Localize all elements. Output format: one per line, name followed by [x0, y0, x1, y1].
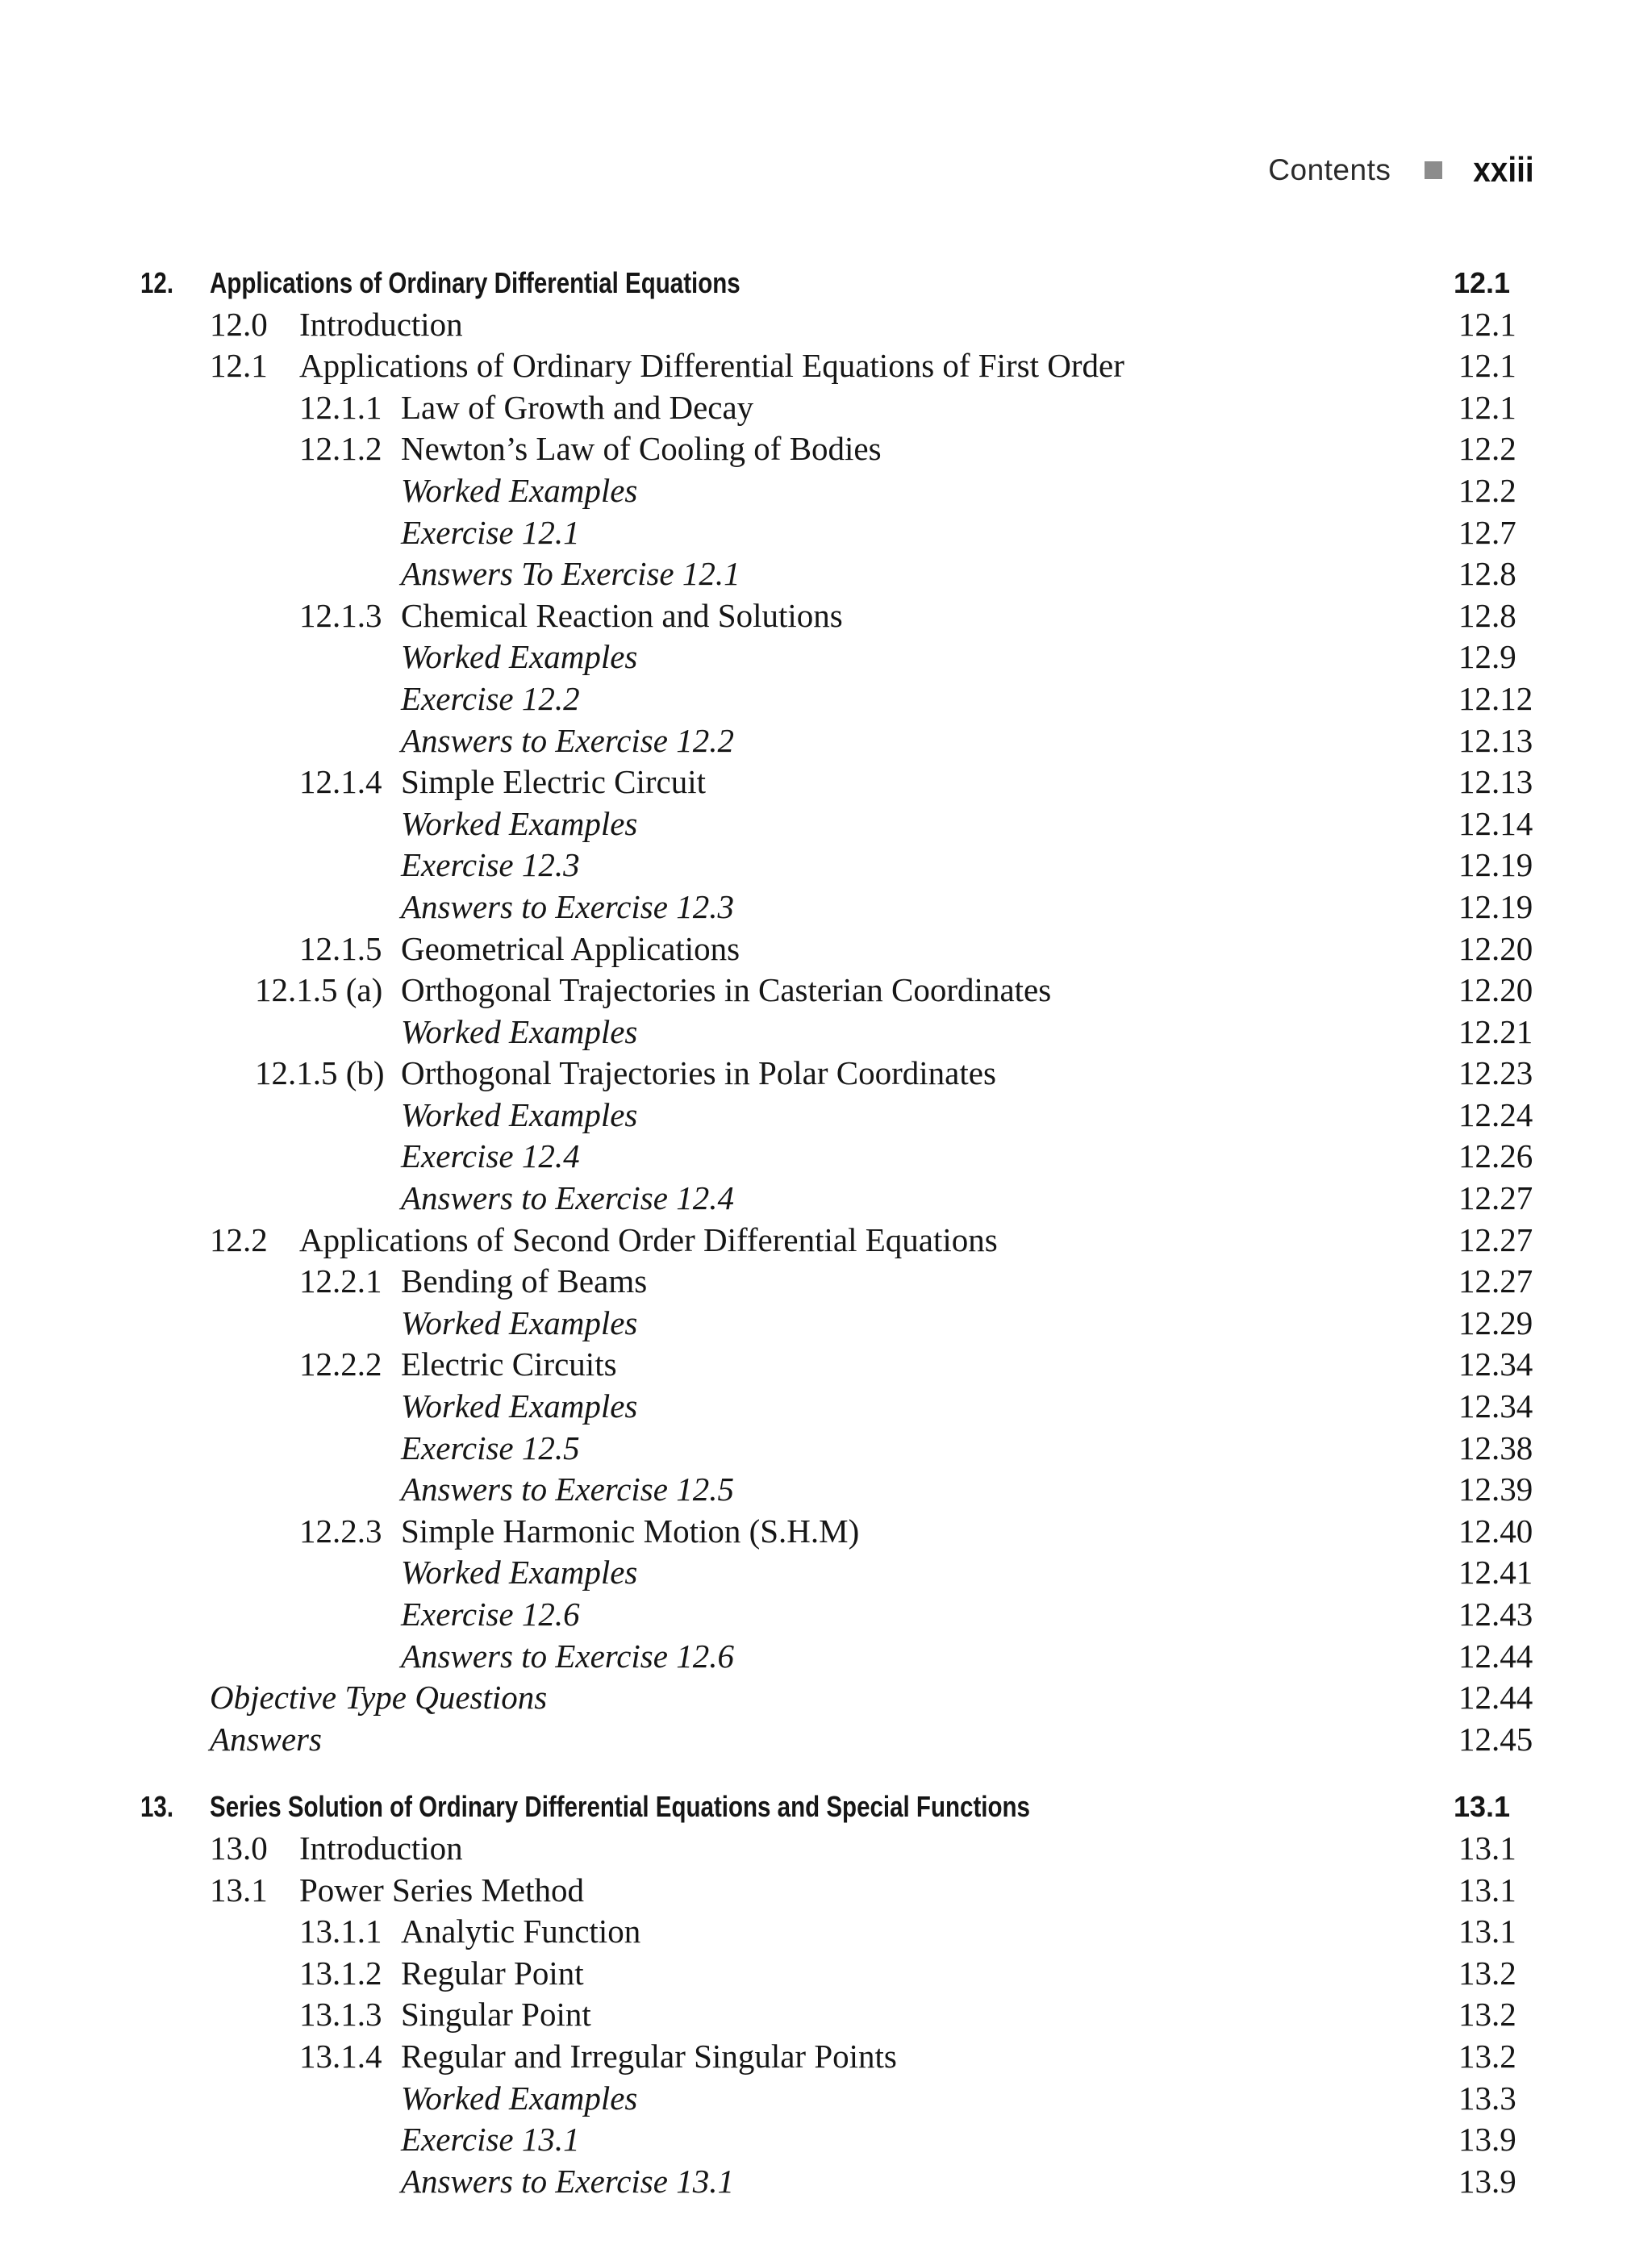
entry-title: Newton’s Law of Cooling of Bodies: [401, 430, 882, 468]
entry-page: 13.2: [1458, 1954, 1516, 1992]
entry-title: Introduction: [299, 305, 463, 343]
entry-number: 12.1.4: [299, 763, 382, 801]
entry-title: Answers to Exercise 12.3: [401, 887, 734, 925]
entry-page: 13.1: [1458, 1829, 1516, 1867]
entry-page: 12.41: [1458, 1554, 1533, 1592]
entry-page: 12.43: [1458, 1596, 1533, 1633]
toc-entry-12-1-5-b[interactable]: [0, 1053, 1652, 1095]
entry-page: 12.44: [1458, 1679, 1533, 1717]
chapter-page: 13.1: [1454, 1790, 1511, 1824]
toc-entry-answers[interactable]: [0, 2161, 1652, 2203]
entry-page: 12.38: [1458, 1429, 1533, 1466]
toc-entry-exercise[interactable]: [0, 1594, 1652, 1636]
entry-number: 13.1.2: [299, 1954, 382, 1992]
entry-page: 12.14: [1458, 804, 1533, 842]
entry-title: Worked Examples: [401, 1554, 638, 1592]
entry-page: 12.27: [1458, 1262, 1533, 1300]
entry-number: 12.2.1: [299, 1262, 382, 1300]
entry-page: 12.34: [1458, 1387, 1533, 1425]
toc-entry-13-1-2[interactable]: [0, 1953, 1652, 1995]
toc-entry-12-1-4[interactable]: [0, 761, 1652, 803]
entry-title: Exercise 12.6: [401, 1596, 580, 1633]
entry-title: Applications of Second Order Differential Equations: [299, 1220, 998, 1258]
entry-title: Power Series Method: [299, 1871, 585, 1909]
entry-title: Worked Examples: [401, 638, 638, 676]
toc-entry-13-1-3[interactable]: [0, 1994, 1652, 2036]
entry-page: 13.9: [1458, 2121, 1516, 2159]
entry-page: 12.20: [1458, 929, 1533, 967]
entry-title: Applications of Ordinary Differential Equations of First Order: [299, 347, 1124, 385]
toc-entry-13-1[interactable]: [0, 1870, 1652, 1912]
entry-title: Answers: [210, 1720, 322, 1758]
toc-entry-13-0[interactable]: [0, 1828, 1652, 1870]
toc-entry-12-1-2[interactable]: [0, 428, 1652, 470]
entry-title: Electric Circuits: [401, 1345, 617, 1383]
entry-title: Answers to Exercise 12.2: [401, 721, 734, 759]
toc-entry-12-2-3[interactable]: [0, 1511, 1652, 1553]
entry-page: 12.19: [1458, 846, 1533, 884]
toc-entry-worked-examples[interactable]: [0, 1386, 1652, 1428]
entry-title: Answers To Exercise 12.1: [401, 555, 740, 593]
toc-entry-12-1-1[interactable]: [0, 387, 1652, 429]
running-head: [1268, 150, 1534, 190]
chapter-spacer: [0, 1760, 1652, 1786]
toc-entry-exercise[interactable]: [0, 845, 1652, 887]
entry-page: 12.34: [1458, 1345, 1533, 1383]
entry-number: 12.0: [210, 305, 268, 343]
entry-number: 12.2: [210, 1220, 268, 1258]
chapter-heading-13[interactable]: [0, 1786, 1652, 1828]
entry-number: 13.1.3: [299, 1996, 382, 2034]
entry-title: Exercise 13.1: [401, 2121, 580, 2159]
chapter-number: 13.: [140, 1790, 174, 1824]
entry-page: 12.7: [1458, 513, 1516, 551]
toc-entry-12-1[interactable]: [0, 345, 1652, 387]
entry-page: 12.8: [1458, 596, 1516, 634]
entry-page: 12.27: [1458, 1179, 1533, 1217]
toc-entry-answers[interactable]: [0, 1469, 1652, 1511]
toc-entry-exercise[interactable]: [0, 512, 1652, 554]
entry-title: Exercise 12.1: [401, 513, 580, 551]
toc-entry-answers[interactable]: [0, 553, 1652, 595]
entry-page: 12.27: [1458, 1220, 1533, 1258]
chapter-page: 12.1: [1454, 266, 1511, 299]
entry-page: 12.40: [1458, 1512, 1533, 1550]
toc-entry-answers[interactable]: [0, 1178, 1652, 1220]
entry-page: 12.8: [1458, 555, 1516, 593]
entry-title: Answers to Exercise 12.5: [401, 1471, 734, 1508]
entry-title: Answers to Exercise 12.4: [401, 1179, 734, 1217]
entry-number: 13.1: [210, 1871, 268, 1909]
entry-page: 13.2: [1458, 1996, 1516, 2034]
toc-entry-13-1-4[interactable]: [0, 2036, 1652, 2078]
entry-number: 12.1: [210, 347, 268, 385]
entry-page: 12.39: [1458, 1471, 1533, 1508]
entry-page: 12.9: [1458, 638, 1516, 676]
table-of-contents: [0, 262, 1652, 2202]
entry-title: Worked Examples: [401, 1095, 638, 1133]
entry-title: Exercise 12.5: [401, 1429, 580, 1466]
entry-title: Answers to Exercise 12.6: [401, 1637, 734, 1675]
entry-title: Worked Examples: [401, 1012, 638, 1050]
running-head-label: Contents: [1268, 153, 1391, 186]
entry-number: 13.1.4: [299, 2037, 382, 2075]
entry-number: 12.1.5: [299, 929, 382, 967]
entry-page: 13.2: [1458, 2037, 1516, 2075]
entry-page: 12.13: [1458, 763, 1533, 801]
entry-number: 12.2.2: [299, 1345, 382, 1383]
entry-title: Worked Examples: [401, 1304, 638, 1341]
toc-entry-worked-examples[interactable]: [0, 1552, 1652, 1594]
entry-page: 12.1: [1458, 347, 1516, 385]
entry-title: Singular Point: [401, 1996, 591, 2034]
entry-page: 13.9: [1458, 2162, 1516, 2200]
square-bullet-icon: [1425, 161, 1442, 179]
toc-entry-12-0[interactable]: [0, 304, 1652, 346]
entry-number: 12.1.5 (b): [255, 1054, 385, 1092]
entry-title: Exercise 12.4: [401, 1137, 580, 1175]
toc-entry-chapter-answers[interactable]: [0, 1719, 1652, 1761]
toc-entry-13-1-1[interactable]: [0, 1911, 1652, 1953]
entry-title: Analytic Function: [401, 1913, 641, 1950]
entry-page: 12.1: [1458, 388, 1516, 426]
entry-page: 12.2: [1458, 430, 1516, 468]
toc-entry-12-1-5-a[interactable]: [0, 970, 1652, 1012]
entry-number: 12.2.3: [299, 1512, 382, 1550]
toc-entry-12-2-2[interactable]: [0, 1344, 1652, 1386]
entry-page: 12.1: [1458, 305, 1516, 343]
entry-title: Worked Examples: [401, 804, 638, 842]
entry-number: 12.1.2: [299, 430, 382, 468]
chapter-title: Applications of Ordinary Differential Equations: [210, 266, 740, 299]
entry-title: Introduction: [299, 1829, 463, 1867]
entry-number: 12.1.3: [299, 596, 382, 634]
toc-entry-12-2[interactable]: [0, 1220, 1652, 1262]
entry-title: Orthogonal Trajectories in Polar Coordinates: [401, 1054, 996, 1092]
toc-entry-worked-examples[interactable]: [0, 636, 1652, 678]
toc-entry-worked-examples[interactable]: [0, 1095, 1652, 1137]
entry-number: 13.1.1: [299, 1913, 382, 1950]
toc-entry-answers[interactable]: [0, 720, 1652, 762]
entry-page: 12.2: [1458, 471, 1516, 509]
entry-number: 12.1.1: [299, 388, 382, 426]
toc-entry-exercise[interactable]: [0, 2119, 1652, 2161]
toc-entry-worked-examples[interactable]: [0, 803, 1652, 845]
toc-entry-objective-questions[interactable]: [0, 1677, 1652, 1719]
entry-title: Worked Examples: [401, 2079, 638, 2117]
entry-page: 12.45: [1458, 1720, 1533, 1758]
entry-title: Regular and Irregular Singular Points: [401, 2037, 897, 2075]
entry-page: 12.20: [1458, 971, 1533, 1009]
chapter-heading-12[interactable]: [0, 262, 1652, 304]
entry-page: 12.19: [1458, 887, 1533, 925]
toc-entry-12-2-1[interactable]: [0, 1261, 1652, 1303]
entry-title: Law of Growth and Decay: [401, 388, 754, 426]
entry-page: 12.12: [1458, 679, 1533, 717]
entry-page: 13.3: [1458, 2079, 1516, 2117]
toc-entry-worked-examples[interactable]: [0, 1012, 1652, 1053]
entry-title: Bending of Beams: [401, 1262, 648, 1300]
entry-title: Geometrical Applications: [401, 929, 740, 967]
entry-title: Simple Electric Circuit: [401, 763, 707, 801]
entry-number: 13.0: [210, 1829, 268, 1867]
entry-page: 13.1: [1458, 1913, 1516, 1950]
toc-entry-12-1-5[interactable]: [0, 928, 1652, 970]
entry-title: Worked Examples: [401, 1387, 638, 1425]
toc-entry-exercise[interactable]: [0, 1136, 1652, 1178]
entry-title: Answers to Exercise 13.1: [401, 2162, 734, 2200]
entry-page: 12.13: [1458, 721, 1533, 759]
entry-page: 12.23: [1458, 1054, 1533, 1092]
toc-entry-worked-examples[interactable]: [0, 470, 1652, 512]
entry-title: Exercise 12.3: [401, 846, 580, 884]
entry-title: Chemical Reaction and Solutions: [401, 596, 843, 634]
entry-page: 12.29: [1458, 1304, 1533, 1341]
toc-entry-exercise[interactable]: [0, 1428, 1652, 1470]
entry-page: 13.1: [1458, 1871, 1516, 1909]
entry-title: Worked Examples: [401, 471, 638, 509]
toc-entry-answers[interactable]: [0, 887, 1652, 928]
entry-title: Orthogonal Trajectories in Casterian Coordinates: [401, 971, 1052, 1009]
chapter-title: Series Solution of Ordinary Differential Equations and Special Functions: [210, 1790, 1030, 1824]
entry-title: Simple Harmonic Motion (S.H.M): [401, 1512, 860, 1550]
entry-title: Exercise 12.2: [401, 679, 580, 717]
toc-entry-exercise[interactable]: [0, 678, 1652, 720]
chapter-number: 12.: [140, 266, 174, 299]
entry-title: Regular Point: [401, 1954, 584, 1992]
entry-number: 12.1.5 (a): [255, 971, 383, 1009]
toc-entry-12-1-3[interactable]: [0, 595, 1652, 637]
toc-entry-answers[interactable]: [0, 1636, 1652, 1678]
toc-entry-worked-examples[interactable]: [0, 1303, 1652, 1345]
entry-title: Objective Type Questions: [210, 1679, 548, 1717]
entry-page: 12.21: [1458, 1012, 1533, 1050]
page-number: xxiii: [1473, 150, 1534, 190]
entry-page: 12.44: [1458, 1637, 1533, 1675]
toc-entry-worked-examples[interactable]: [0, 2078, 1652, 2120]
entry-page: 12.26: [1458, 1137, 1533, 1175]
entry-page: 12.24: [1458, 1095, 1533, 1133]
